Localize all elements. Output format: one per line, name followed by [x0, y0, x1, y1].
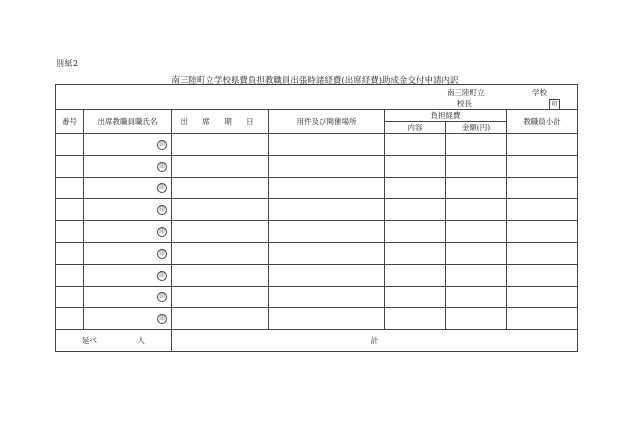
- cell-name[interactable]: [84, 221, 172, 243]
- cell-content[interactable]: [385, 242, 446, 264]
- cell-subtotal[interactable]: [507, 155, 578, 177]
- cell-number[interactable]: [56, 286, 84, 308]
- seal-icon: 印: [157, 271, 167, 281]
- cell-amount[interactable]: [446, 264, 507, 286]
- cell-number[interactable]: [56, 242, 84, 264]
- document-label: 別紙2: [56, 59, 79, 68]
- cell-number[interactable]: [56, 199, 84, 221]
- seal-icon: 印: [157, 292, 167, 302]
- school-info: [447, 87, 557, 109]
- cell-purpose[interactable]: [269, 134, 385, 156]
- seal-icon: 印: [157, 162, 167, 172]
- cell-name[interactable]: [84, 264, 172, 286]
- header-amount: 金額(円): [446, 122, 507, 134]
- cell-period[interactable]: [172, 199, 269, 221]
- cell-content[interactable]: [385, 308, 446, 330]
- application-table: [55, 84, 578, 352]
- cell-content[interactable]: [385, 155, 446, 177]
- cell-subtotal[interactable]: [507, 177, 578, 199]
- cell-content[interactable]: [385, 264, 446, 286]
- cell-period[interactable]: [172, 134, 269, 156]
- header-period: 出 席 期 日: [172, 110, 269, 134]
- cell-purpose[interactable]: [269, 199, 385, 221]
- cell-content[interactable]: [385, 177, 446, 199]
- cell-amount[interactable]: [446, 134, 507, 156]
- cell-subtotal[interactable]: [507, 199, 578, 221]
- cell-number[interactable]: [56, 308, 84, 330]
- cell-number[interactable]: [56, 134, 84, 156]
- school-prefix: 南三陸町立: [447, 88, 485, 97]
- cell-purpose[interactable]: [269, 264, 385, 286]
- total-people-unit: 人: [137, 336, 145, 346]
- document-title: 南三陸町立学校県費負担教職員出張時諸経費(出席経費)助成金交付申請内訳: [171, 76, 459, 86]
- table-row: [56, 155, 578, 177]
- cell-period[interactable]: [172, 155, 269, 177]
- cell-subtotal[interactable]: [507, 308, 578, 330]
- cell-number[interactable]: [56, 177, 84, 199]
- cell-amount[interactable]: [446, 221, 507, 243]
- school-header-cell: [56, 85, 578, 110]
- cell-purpose[interactable]: [269, 286, 385, 308]
- cell-amount[interactable]: [446, 199, 507, 221]
- table-row: [56, 199, 578, 221]
- header-subtotal: 教職員小計: [507, 110, 578, 134]
- principal-label: 校長: [457, 99, 473, 108]
- table-row: [56, 134, 578, 156]
- cell-period[interactable]: [172, 221, 269, 243]
- header-purpose: 用件及び開催場所: [269, 110, 385, 134]
- seal-icon: 印: [157, 314, 167, 324]
- cell-subtotal[interactable]: [507, 264, 578, 286]
- table-row: [56, 286, 578, 308]
- cell-name[interactable]: [84, 286, 172, 308]
- total-cell: [172, 330, 578, 352]
- total-people-cell: [56, 330, 172, 352]
- header-number: 番号: [56, 110, 84, 134]
- header-content: 内容: [385, 122, 446, 134]
- total-people-label: 延べ: [82, 336, 97, 346]
- table-row: [56, 264, 578, 286]
- cell-number[interactable]: [56, 264, 84, 286]
- cell-amount[interactable]: [446, 242, 507, 264]
- cell-content[interactable]: [385, 221, 446, 243]
- data-rows: [56, 134, 578, 330]
- cell-period[interactable]: [172, 308, 269, 330]
- cell-content[interactable]: [385, 286, 446, 308]
- cell-period[interactable]: [172, 286, 269, 308]
- table-row: [56, 308, 578, 330]
- table-row: [56, 221, 578, 243]
- header-name: 出席教職員職氏名: [84, 110, 172, 134]
- cell-period[interactable]: [172, 177, 269, 199]
- cell-purpose[interactable]: [269, 308, 385, 330]
- cell-subtotal[interactable]: [507, 242, 578, 264]
- cell-name[interactable]: [84, 134, 172, 156]
- table-row: [56, 177, 578, 199]
- seal-icon: 印: [157, 227, 167, 237]
- cell-name[interactable]: [84, 242, 172, 264]
- seal-icon: 印: [157, 140, 167, 150]
- cell-purpose[interactable]: [269, 155, 385, 177]
- school-word: 学校: [532, 88, 548, 97]
- cell-name[interactable]: [84, 177, 172, 199]
- cell-period[interactable]: [172, 242, 269, 264]
- seal-icon: 印: [157, 249, 167, 259]
- total-label: 計: [370, 336, 379, 346]
- cell-subtotal[interactable]: [507, 221, 578, 243]
- cell-content[interactable]: [385, 199, 446, 221]
- cell-purpose[interactable]: [269, 177, 385, 199]
- cell-name[interactable]: [84, 155, 172, 177]
- cell-amount[interactable]: [446, 177, 507, 199]
- cell-name[interactable]: [84, 199, 172, 221]
- seal-icon: 印: [157, 183, 167, 193]
- cell-amount[interactable]: [446, 155, 507, 177]
- cell-content[interactable]: [385, 134, 446, 156]
- cell-subtotal[interactable]: [507, 286, 578, 308]
- cell-purpose[interactable]: [269, 242, 385, 264]
- seal-icon: 印: [157, 205, 167, 215]
- cell-period[interactable]: [172, 264, 269, 286]
- cell-subtotal[interactable]: [507, 134, 578, 156]
- cell-amount[interactable]: [446, 308, 507, 330]
- cell-number[interactable]: [56, 221, 84, 243]
- principal-seal-icon: 印: [549, 99, 560, 110]
- cell-number[interactable]: [56, 155, 84, 177]
- cell-amount[interactable]: [446, 286, 507, 308]
- table-row: [56, 242, 578, 264]
- cell-name[interactable]: [84, 308, 172, 330]
- header-expense: 負担経費: [385, 110, 507, 122]
- cell-purpose[interactable]: [269, 221, 385, 243]
